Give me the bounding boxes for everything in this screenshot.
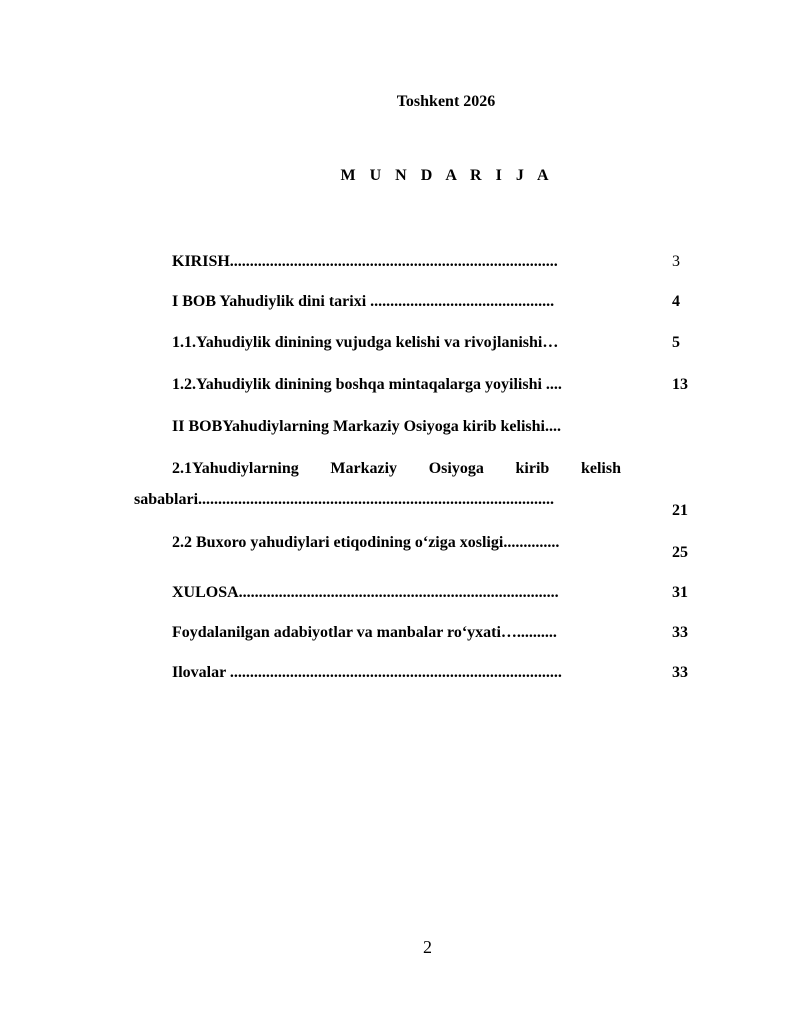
toc-page-1-2: 13 (672, 376, 688, 393)
toc-entry-2-1-line-2: sabablari......................................................................................... (134, 491, 555, 508)
toc-page-2-2: 25 (672, 544, 688, 561)
toc-word: Markaziy (330, 460, 398, 477)
toc-entry-chapter-1: I BOB Yahudiylik dini tarixi .............................................. (172, 293, 555, 310)
toc-entry-appendices: Ilovalar ................................................................................... (172, 664, 562, 681)
page-title: M U N D A R I J A (340, 167, 554, 184)
toc-page-1-1: 5 (672, 334, 680, 351)
toc-word: Osiyoga (428, 460, 484, 477)
toc-word: kelish (580, 460, 621, 477)
toc-entry-chapter-2: II BOBYahudiylarning Markaziy Osiyoga kirib kelishi.... (172, 418, 561, 435)
toc-entry-kirish: KIRISH.................................................................................. (172, 253, 558, 270)
toc-page-kirish: 3 (672, 253, 680, 270)
toc-entry-1-2: 1.2.Yahudiylik dinining boshqa mintaqalarga yoyilishi .... (172, 376, 562, 393)
city-year: Toshkent 2026 (396, 93, 496, 110)
toc-entry-2-2: 2.2 Buxoro yahudiylari etiqodining o‘ziga xosligi.............. (172, 534, 560, 551)
toc-entry-2-1-line-1 (172, 459, 621, 479)
toc-word: kirib (515, 460, 550, 477)
toc-entry-xulosa: XULOSA................................................................................ (172, 584, 559, 601)
toc-page-chapter-1: 4 (672, 293, 680, 310)
toc-entry-references: Foydalanilgan adabiyotlar va manbalar ro‘yxati….......... (172, 624, 557, 641)
toc-page-2-1: 21 (672, 502, 688, 519)
toc-word: 2.1Yahudiylarning (172, 460, 299, 477)
toc-entry-1-1: 1.1.Yahudiylik dinining vujudga kelishi va rivojlanishi… (172, 334, 559, 351)
toc-page-references: 33 (672, 624, 688, 641)
toc-entry-2-1 (134, 459, 621, 510)
toc-page-appendices: 33 (672, 664, 688, 681)
page-number: 2 (423, 937, 432, 957)
toc-page-xulosa: 31 (672, 584, 688, 601)
